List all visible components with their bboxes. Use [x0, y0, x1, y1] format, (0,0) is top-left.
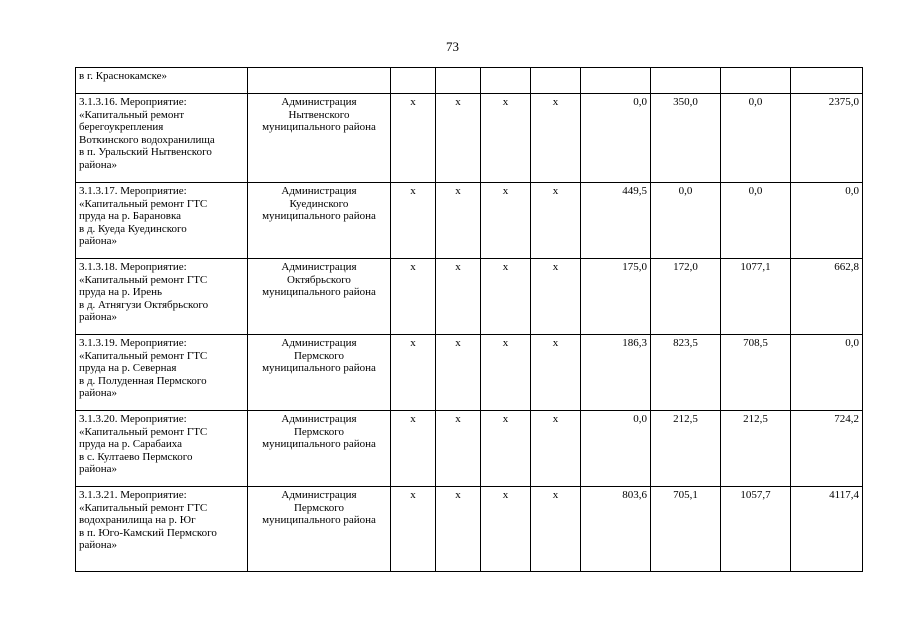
value-cell: 1057,7 [721, 487, 791, 572]
x-cell: x [531, 183, 581, 259]
x-cell: x [531, 487, 581, 572]
executor-line: Пермского [293, 349, 345, 362]
description-line: в г. Краснокамске» [79, 70, 168, 82]
description-line: в п. Юго-Камский Пермского [79, 526, 217, 539]
value-cell: 175,0 [581, 259, 651, 335]
x-cell: x [481, 259, 531, 335]
description-line: водохранилища на р. Юг [79, 514, 196, 526]
value-cell: 0,0 [721, 94, 791, 183]
description-line: района» [79, 235, 118, 247]
table-row [76, 259, 863, 335]
executor-cell [248, 94, 391, 183]
value-cell: 0,0 [791, 183, 863, 259]
executor-cell [248, 335, 391, 411]
executor-line: муниципального района [262, 286, 376, 298]
description-line: «Капитальный ремонт ГТС [79, 273, 208, 286]
executor-line: муниципального района [262, 210, 376, 222]
executor-cell [248, 411, 391, 487]
description-line: в д. Куеда Куединского [79, 222, 187, 235]
x-cell: x [481, 487, 531, 572]
description-cell [76, 259, 248, 335]
value-cell: 4117,4 [791, 487, 863, 572]
description-line: 3.1.3.18. Мероприятие: [79, 261, 187, 273]
x-cell [436, 68, 481, 94]
executor-line: Октябрьского [287, 273, 351, 286]
value-cell: 724,2 [791, 411, 863, 487]
description-line: в д. Полуденная Пермского [79, 374, 207, 387]
executor-line: муниципального района [262, 514, 376, 526]
description-line: «Капитальный ремонт ГТС [79, 501, 208, 514]
value-cell: 0,0 [721, 183, 791, 259]
value-cell: 2375,0 [791, 94, 863, 183]
value-cell [651, 68, 721, 94]
table-row [76, 183, 863, 259]
executor-cell [248, 183, 391, 259]
description-line: в с. Култаево Пермского [79, 450, 193, 463]
description-line: берегоукрепления [79, 121, 164, 133]
x-cell: x [391, 183, 436, 259]
description-line: 3.1.3.20. Мероприятие: [79, 413, 187, 425]
value-cell: 0,0 [791, 335, 863, 411]
value-cell: 803,6 [581, 487, 651, 572]
description-line: Воткинского водохранилища [79, 133, 215, 146]
x-cell: x [481, 94, 531, 183]
table-row [76, 94, 863, 183]
executor-cell [248, 68, 391, 94]
executor-line: Куединского [289, 197, 349, 210]
description-line: пруда на р. Ирень [79, 286, 163, 298]
description-line: района» [79, 387, 118, 399]
executor-line: муниципального района [262, 438, 376, 450]
description-line: района» [79, 539, 118, 551]
x-cell: x [436, 183, 481, 259]
executor-cell [248, 259, 391, 335]
x-cell: x [436, 259, 481, 335]
x-cell: x [436, 335, 481, 411]
executor-line: Администрация [281, 261, 357, 273]
x-cell [481, 68, 531, 94]
table-row [76, 335, 863, 411]
x-cell: x [481, 411, 531, 487]
value-cell: 708,5 [721, 335, 791, 411]
value-cell: 705,1 [651, 487, 721, 572]
description-line: пруда на р. Северная [79, 362, 177, 374]
description-line: «Капитальный ремонт [79, 108, 185, 121]
description-line: 3.1.3.16. Мероприятие: [79, 96, 187, 108]
value-cell: 186,3 [581, 335, 651, 411]
budget-table [75, 67, 863, 572]
x-cell: x [436, 411, 481, 487]
value-cell: 212,5 [721, 411, 791, 487]
executor-line: Администрация [281, 337, 357, 349]
executor-line: Администрация [281, 489, 357, 501]
x-cell: x [436, 94, 481, 183]
x-cell: x [391, 335, 436, 411]
table-row [76, 487, 863, 572]
executor-line: Нытвенского [288, 108, 350, 121]
description-line: 3.1.3.19. Мероприятие: [79, 337, 187, 349]
value-cell: 350,0 [651, 94, 721, 183]
value-cell: 1077,1 [721, 259, 791, 335]
value-cell [791, 68, 863, 94]
description-line: «Капитальный ремонт ГТС [79, 197, 208, 210]
executor-line: Пермского [293, 501, 345, 514]
value-cell: 212,5 [651, 411, 721, 487]
description-line: в п. Уральский Нытвенского [79, 146, 212, 158]
value-cell: 662,8 [791, 259, 863, 335]
description-line: района» [79, 463, 118, 475]
description-cell [76, 94, 248, 183]
value-cell: 449,5 [581, 183, 651, 259]
executor-cell [248, 487, 391, 572]
x-cell: x [391, 411, 436, 487]
x-cell: x [531, 335, 581, 411]
description-line: 3.1.3.17. Мероприятие: [79, 185, 187, 197]
x-cell: x [391, 259, 436, 335]
table-row [76, 411, 863, 487]
value-cell [581, 68, 651, 94]
description-cell [76, 183, 248, 259]
description-line: 3.1.3.21. Мероприятие: [79, 489, 187, 501]
description-cell [76, 335, 248, 411]
executor-line: муниципального района [262, 121, 376, 133]
x-cell: x [531, 259, 581, 335]
x-cell: x [391, 94, 436, 183]
executor-line: Пермского [293, 425, 345, 438]
x-cell: x [436, 487, 481, 572]
page-number: 73 [446, 39, 459, 54]
x-cell: x [531, 94, 581, 183]
table-row [76, 68, 863, 94]
x-cell: x [531, 411, 581, 487]
description-line: в д. Атнягузи Октябрьского [79, 298, 209, 311]
executor-line: Администрация [281, 413, 357, 425]
value-cell: 823,5 [651, 335, 721, 411]
x-cell [391, 68, 436, 94]
value-cell: 0,0 [651, 183, 721, 259]
executor-line: муниципального района [262, 362, 376, 374]
executor-line: Администрация [281, 96, 357, 108]
description-cell [76, 68, 248, 94]
value-cell: 0,0 [581, 94, 651, 183]
executor-line: Администрация [281, 185, 357, 197]
x-cell: x [391, 487, 436, 572]
table-body [76, 68, 863, 572]
description-line: «Капитальный ремонт ГТС [79, 349, 208, 362]
value-cell [721, 68, 791, 94]
description-line: пруда на р. Барановка [79, 210, 182, 222]
description-line: «Капитальный ремонт ГТС [79, 425, 208, 438]
description-line: района» [79, 158, 118, 171]
x-cell: x [481, 335, 531, 411]
description-cell [76, 487, 248, 572]
description-line: района» [79, 311, 118, 323]
description-line: пруда на р. Сарабаиха [79, 438, 183, 450]
x-cell [531, 68, 581, 94]
value-cell: 172,0 [651, 259, 721, 335]
description-cell [76, 411, 248, 487]
value-cell: 0,0 [581, 411, 651, 487]
x-cell: x [481, 183, 531, 259]
